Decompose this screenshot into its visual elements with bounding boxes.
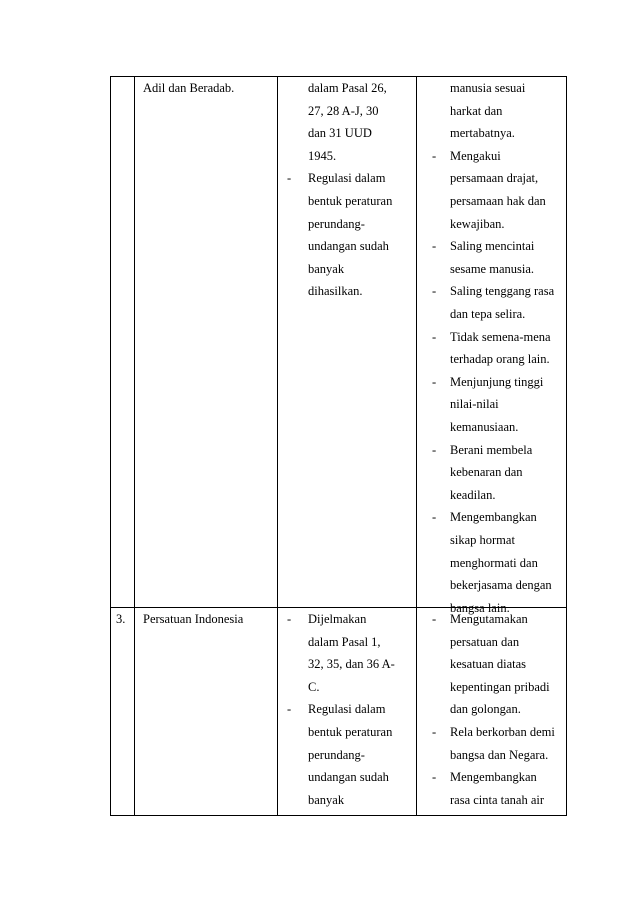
list-item-line: kesatuan diatas — [450, 657, 527, 672]
list-item-line: dan golongan. — [450, 702, 521, 717]
document-table — [110, 76, 567, 816]
list-item-line: dihasilkan. — [308, 284, 363, 299]
list-item-line: Dijelmakan — [308, 612, 367, 626]
list-item-line: manusia sesuai — [450, 81, 526, 95]
list-item-line: dan 31 UUD — [308, 126, 372, 141]
cell-sila-top: Adil dan Beradab. — [143, 81, 235, 95]
list-item-line: Berani membela — [450, 442, 533, 457]
list-item-line: perundang- — [308, 216, 365, 231]
list-item-line: terhadap orang lain. — [450, 352, 550, 367]
bullet-dash: - — [432, 510, 437, 525]
bullet-dash: - — [287, 171, 292, 186]
column-divider-col3 — [416, 76, 417, 816]
list-item-line: banyak — [308, 261, 345, 276]
list-item-line: Regulasi dalam — [308, 702, 386, 717]
list-item-line: dalam Pasal 26, — [308, 81, 387, 95]
list-item-line: undangan sudah — [308, 770, 389, 785]
list-item-line: kepentingan pribadi — [450, 679, 550, 694]
list-item-line: Mengembangkan — [450, 510, 537, 525]
list-item-line: Mengutamakan — [450, 612, 528, 626]
list-item-line: 32, 35, dan 36 A- — [308, 657, 395, 672]
table-border-bottom — [110, 815, 567, 816]
table-border-left — [110, 76, 111, 816]
list-item-line: 1945. — [308, 148, 337, 163]
list-item-line: sikap hormat — [450, 533, 515, 547]
list-item-line: keadilan. — [450, 487, 496, 502]
bullet-dash: - — [432, 770, 437, 785]
list-item-line: persamaan hak dan — [450, 194, 546, 208]
list-item-line: nilai-nilai — [450, 397, 499, 412]
list-item-line: Regulasi dalam — [308, 171, 386, 186]
list-item-line: Mengembangkan — [450, 770, 537, 785]
list-item-line: Saling mencintai — [450, 239, 535, 254]
list-item-line: bentuk peraturan — [308, 194, 393, 208]
list-item-line: C. — [308, 679, 320, 694]
list-item-line: kemanusiaan. — [450, 420, 519, 434]
list-item-line: sesame manusia. — [450, 261, 535, 276]
list-item-line: Saling tenggang rasa — [450, 284, 555, 299]
list-item-line: Tidak semena-mena — [450, 329, 551, 344]
bullet-dash: - — [432, 284, 437, 299]
list-item-line: Mengakui — [450, 148, 501, 163]
bullet-dash: - — [432, 442, 437, 457]
bullet-dash: - — [287, 612, 292, 626]
list-item-line: kebenaran dan — [450, 465, 523, 480]
column-divider-sila — [277, 76, 278, 816]
column-divider-no — [134, 76, 135, 816]
bullet-dash: - — [432, 612, 437, 626]
list-item-line: banyak — [308, 792, 345, 807]
list-item-line: bangsa dan Negara. — [450, 747, 549, 762]
bullet-dash: - — [432, 725, 437, 739]
list-item-line: persatuan dan — [450, 634, 520, 649]
list-item-line: menghormati dan — [450, 555, 538, 570]
cell-number-3: 3. — [116, 612, 126, 626]
list-item-line: Menjunjung tinggi — [450, 374, 544, 389]
list-item-line: perundang- — [308, 747, 365, 762]
list-item-line: rasa cinta tanah air — [450, 792, 545, 807]
bullet-dash: - — [432, 148, 437, 163]
list-item-line: 27, 28 A-J, 30 — [308, 103, 379, 118]
list-item-line: persamaan drajat, — [450, 171, 539, 186]
list-item-line: kewajiban. — [450, 216, 505, 231]
list-item-line: mertabatnya. — [450, 126, 515, 141]
list-item-line: bentuk peraturan — [308, 725, 393, 739]
bullet-dash: - — [432, 239, 437, 254]
bullet-dash: - — [287, 702, 292, 717]
list-item-line: Rela berkorban demi — [450, 725, 555, 739]
list-item-line: dan tepa selira. — [450, 307, 526, 321]
cell-sila-3: Persatuan Indonesia — [143, 612, 244, 626]
list-item-line: undangan sudah — [308, 239, 389, 254]
list-item-line: bekerjasama dengan — [450, 578, 552, 593]
list-item-line: dalam Pasal 1, — [308, 634, 381, 649]
bullet-dash: - — [432, 329, 437, 344]
list-item-line: harkat dan — [450, 103, 503, 118]
list-item-line: bangsa lain. — [450, 600, 510, 615]
table-border-right — [566, 76, 567, 816]
bullet-dash: - — [432, 374, 437, 389]
